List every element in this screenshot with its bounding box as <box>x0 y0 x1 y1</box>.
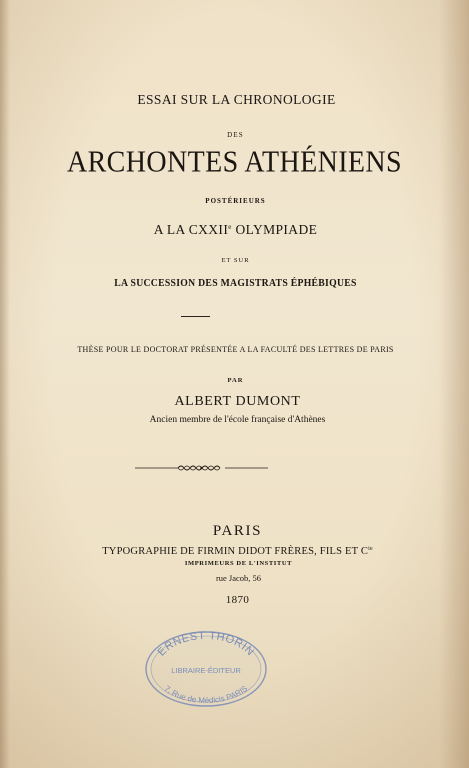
imprint-year: 1870 <box>225 594 250 606</box>
title-line-et-sur: ET SUR <box>221 257 250 264</box>
ornamental-divider <box>133 459 270 477</box>
stamp-bottom-text: 7, Rue de Médicis PARIS <box>162 683 250 706</box>
stamp-top-text: ERNEST THORIN <box>155 629 257 659</box>
author-name: ALBERT DUMONT <box>174 394 301 409</box>
title-line-des: DES <box>227 131 244 139</box>
title-line-olympiade <box>2 222 469 238</box>
imprint-printer <box>6 546 469 557</box>
title-line-posterieurs: POSTÉRIEURS <box>205 197 266 205</box>
olympiade-superscript: e <box>228 223 232 231</box>
main-title: ARCHONTES ATHÉNIENS <box>66 145 403 180</box>
title-line-succession: LA SUCCESSION DES MAGISTRATS ÉPHÉBIQUES <box>114 278 357 289</box>
stamp-middle-text: LIBRAIRE-ÉDITEUR <box>171 666 241 675</box>
imprint-printer-role: IMPRIMEURS DE L'INSTITUT <box>184 560 293 567</box>
thesis-statement: THÈSE POUR LE DOCTORAT PRÉSENTÉE A LA FACULTÉ DES LETTRES DE PARIS <box>77 345 394 354</box>
title-line-essai: ESSAI SUR LA CHRONOLOGIE <box>137 92 336 107</box>
separator-rule <box>181 316 210 317</box>
printer-superscript: ie <box>368 546 373 552</box>
printer-name: TYPOGRAPHIE DE FIRMIN DIDOT FRÈRES, FILS ET C <box>102 546 369 557</box>
imprint-address: rue Jacob, 56 <box>215 573 262 583</box>
bookseller-stamp <box>142 627 270 709</box>
imprint-city: PARIS <box>212 523 263 539</box>
author-role: Ancien membre de l'école française d'Athènes <box>149 415 326 425</box>
by-line: PAR <box>227 377 244 384</box>
olympiade-text: A LA CXXII <box>153 222 229 237</box>
olympiade-text-end: OLYMPIADE <box>231 222 318 237</box>
